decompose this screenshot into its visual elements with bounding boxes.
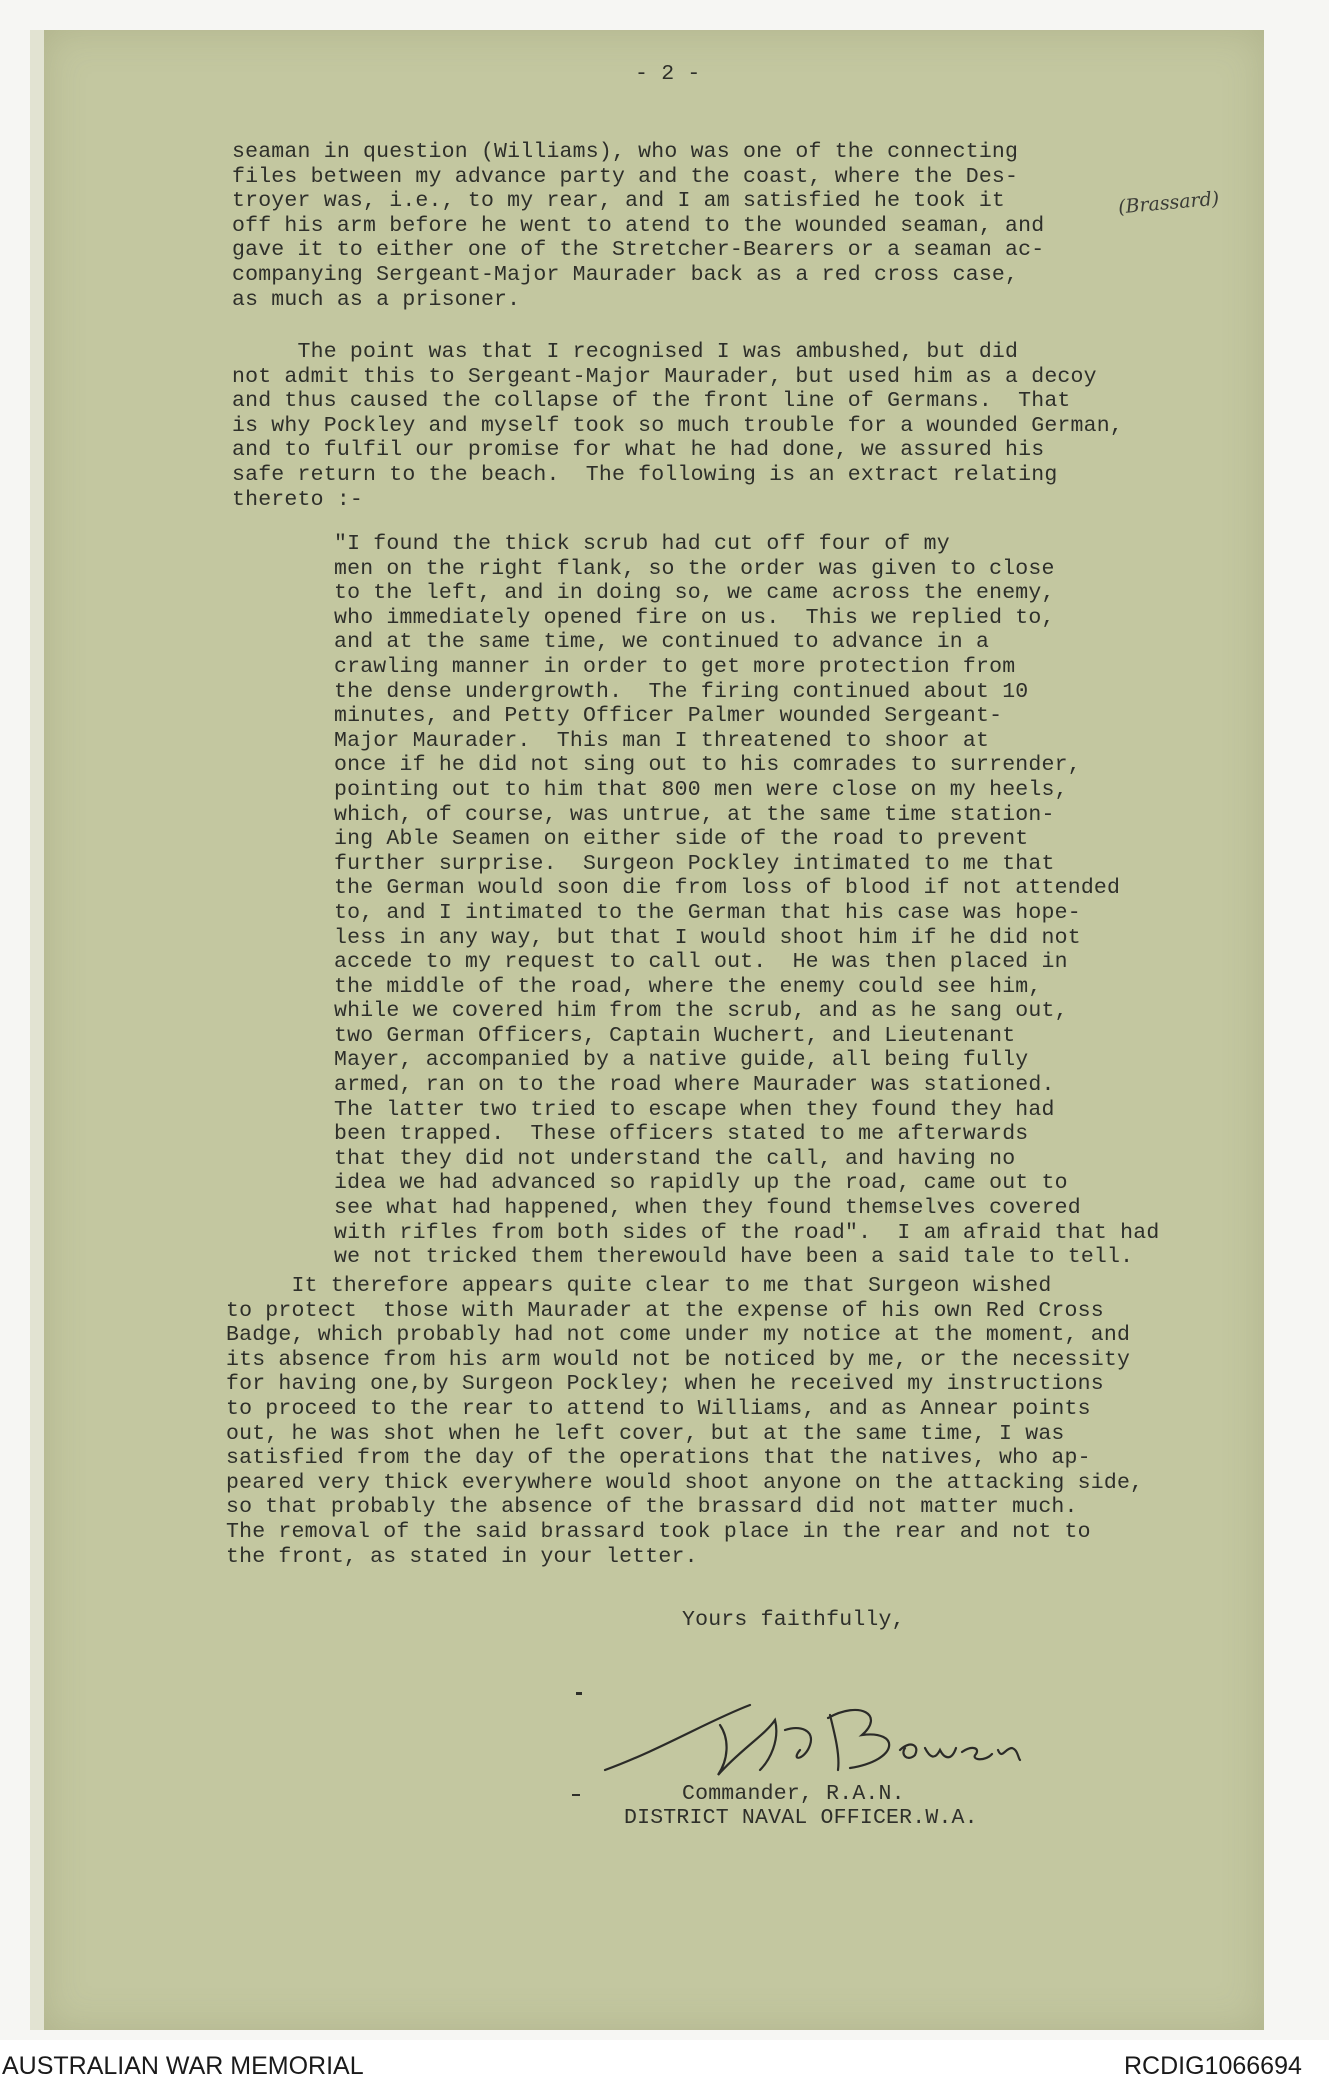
footer-institution: AUSTRALIAN WAR MEMORIAL — [2, 2052, 364, 2080]
quoted-extract: "I found the thick scrub had cut off four of my men on the right flank, so the order was given to close to the left, and in doing so, we came across the enemy, who immediately opened fire on us. This we replied to, and at the same time, we continued to advance in a crawling manner in order to get more protection from the dense undergrowth. The firing continued about 10 minutes, and Petty Officer Palmer wounded Sergeant- Major Maurader. This man I threatened to shoor at once if he did not sing out to his comrades to surrender, pointing out to him that 800 men were close on my heels, which, of course, was untrue, at the same time station- ing Able Seamen on either side of the road to prevent further surprise. Surgeon Pockley intimated to me that the German would soon die from loss of blood if not attended to, and I intimated to the German that his case was hope- less in any way, but that I would shoot him if he did not accede to my request to call out. He was then placed in the middle of the road, where the enemy could see him, while we covered him from the scrub, and as he sang out, two German Officers, Captain Wuchert, and Lieutenant Mayer, accompanied by a native guide, all being fully armed, ran on to the road where Maurader was stationed. The latter two tried to escape when they found they had been trapped. These officers stated to me afterwards that they did not understand the call, and having no idea we had advanced so rapidly up the road, came out to see what had happened, when they found themselves covered with rifles from both sides of the road". I am afraid that had we not tricked them therewould have been a said tale to tell. — [334, 532, 1160, 1270]
page-number: - 2 - — [635, 62, 701, 86]
paragraph-3: It therefore appears quite clear to me that Surgeon wished to protect those with Maurader at the expense of his own Red Cross Badge, which probably had not come under my notice at the moment, and its absence from his arm would not be noticed by me, or the necessity for having one,by Surgeon Pockley; when he received my instructions to proceed to the rear to attend to Williams, and as Annear points out, he was shot when he left cover, but at the same time, I was satisfied from the day of the operations that the natives, who ap- peared very thick everywhere would shoot anyone on the attacking side, so that probably the absence of the brassard did not matter much. The removal of the said brassard took place in the rear and not to the front, as stated in your letter. — [226, 1274, 1144, 1569]
margin-handwritten-note: (Brassard) — [1117, 187, 1221, 219]
ink-mark — [572, 1794, 580, 1796]
handwritten-signature — [600, 1690, 1030, 1790]
signatory-title: Commander, R.A.N. — [682, 1782, 905, 1806]
signatory-office: DISTRICT NAVAL OFFICER.W.A. — [624, 1806, 978, 1830]
paragraph-2: The point was that I recognised I was ambushed, but did not admit this to Sergeant-Major Maurader, but used him as a decoy and thus caused the collapse of the front line of Germans. That is why Pockley and myself took so much trouble for a wounded German, and to fulfil our promise for what he had done, we assured his safe return to the beach. The following is an extract relating thereto :- — [232, 340, 1123, 512]
footer-catalogue-id: RCDIG1066694 — [1124, 2052, 1302, 2080]
page-fold-edge — [30, 30, 44, 2030]
paragraph-1: seaman in question (Williams), who was one of the connecting files between my advance party and the coast, where the Des- troyer was, i.e., to my rear, and I am satisfied he took it off his arm before he went to atend to the wounded seaman, and gave it to either one of the Stretcher-Bearers or a seaman ac- companying Sergeant-Major Maurader back as a red cross case, as much as a prisoner. — [232, 140, 1045, 312]
ink-mark — [576, 1692, 582, 1695]
closing-salutation: Yours faithfully, — [682, 1608, 905, 1632]
